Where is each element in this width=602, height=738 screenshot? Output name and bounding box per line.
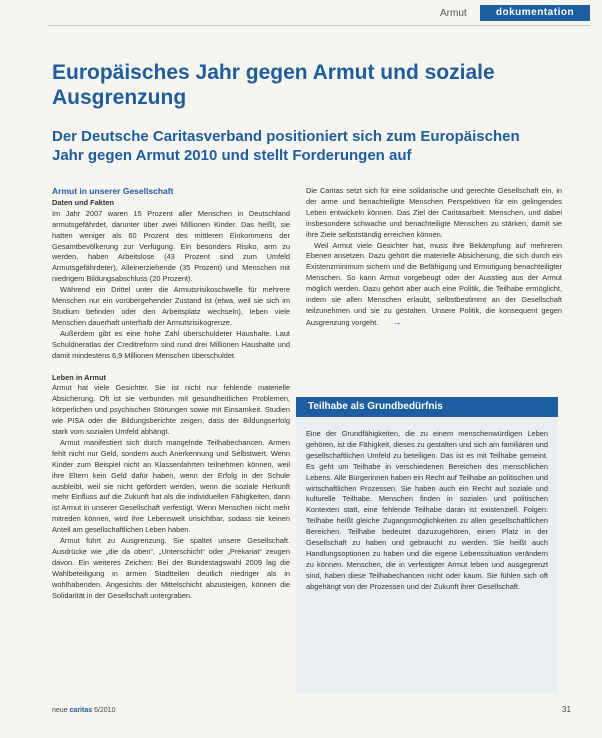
info-box [296,397,558,693]
footer-magazine [52,707,115,714]
paragraph-text: Weil Armut viele Gesichter hat, muss ihre Bekämpfung auf mehreren Ebenen ansetzen. Dazu gehört die materielle Absicherung, die sich durch ein Existenzminimum sichern und die Befähigung und Ermutigung benachteiligter Menschen. So kann Armut vorgebeugt oder der Ausstieg aus der Armut möglich werden. Dazu gehört aber auch eine Politik, die Teilhabe ermöglicht, indem sie allen Menschen erlaubt, selbstbestimmt an der Gesellschaft teilzunehmen und sie zu gestalten. Unsere Politik, die konsequent gegen Ausgrenzung vorgeht. [306,240,562,327]
subheading-daten: Daten und Fakten [52,197,115,207]
paragraph: Armut führt zu Ausgrenzung. Sie spaltet unsere Gesellschaft. Ausdrücke wie „die da oben“, „Unterschicht“ oder „Prekariat“ zeugen davon. Ein weiteres Zeichen: Bei der Bundestagswahl 2009 lag die Wahlbeteiligung in armen Stadtteilen deutlich niedriger als in wohlhabenden. Angesichts der Mittelschicht abzusteigen, können die Solidarität in der Gesellschaft untergraben. [52,536,290,600]
continue-arrow-icon: → [392,316,402,327]
info-box-heading: Teilhabe als Grundbedürfnis [296,397,558,417]
magazine-issue: 6/2010 [94,707,116,714]
header-section-label: Armut [440,8,467,19]
paragraph [306,241,562,329]
paragraph: Armut manifestiert sich durch mangelnde Teilhabechancen. Armen fehlt nicht nur Geld, sondern auch Anerkennung und Selbstwert. Wenn Kinder zum Beispiel nicht an Klassenfahrten teilnehmen können, weil ihre Eltern kein Geld dafür haben, wenn der Erfolg in der Schule ausbleibt, weil sie nicht gefördert werden, wenn die soziale Herkunft mehr Einfluss auf die Zukunft hat als die individuellen Fähigkeiten, dann ist Armut in unserer Gesellschaft verfestigt. Wenn Menschen nicht mehr mitreden können, wird ihre Lebenswelt unsichtbar, sodass sie keinen Anteil am gesellschaftlichen Leben haben. [52,437,290,535]
section-heading-armut: Armut in unserer Gesellschaft [52,186,174,196]
page-subtitle: Der Deutsche Caritasverband positioniert sich zum Europäischen Jahr gegen Armut 2010 und stellt Forderungen auf [52,128,520,164]
left-column [52,186,290,602]
paragraph: Im Jahr 2007 waren 15 Prozent aller Menschen in Deutschland armutsgefährdet, darunter über zwei Millionen Kinder. Das heißt, sie hatten weniger als 60 Prozent des mittleren Einkommens der Gesamtbevölkerung zur Verfügung. Ein besonders Risiko, arm zu werden, haben Arbeitslose (43 Prozent sind zum Umfeld Armutsgefährdeter), Alleinerziehende (35 Prozent) und Menschen mit niedrigem Bildungsabschluss (20 Prozent). [52,208,290,284]
paragraph: Armut hat viele Gesichter. Sie ist nicht nur fehlende materielle Absicherung. Oft ist sie verbunden mit gesundheitlichen Problemen, körperlichen und psychischen Störungen sowie mit Einsamkeit. Studien wie PISA oder die Bildungsberichte zeigen, dass der Bildungserfolg stark vom sozialen Umfeld abhängt. [52,383,290,437]
page-title: Europäisches Jahr gegen Armut und soziale Ausgrenzung [52,61,495,109]
paragraph: Die Caritas setzt sich für eine solidarische und gerechte Gesellschaft ein, in der arme und benachteiligte Menschen Perspektiven für ein gelingendes Leben entwickeln können. Das Ziel der Caritasarbeit: Menschen, und dabei insbesondere schwache und benachteiligte Menschen zu stärken, damit sie ihre Ziele selbstständig erreichen können. [306,186,562,239]
info-box-body: Eine der Grundfähigkeiten, die zu einem menschenwürdigen Leben gehören, ist die Fähigkeit, dieses zu gestalten und sich am familiären und gesellschaftlichen Umfeld zu beteiligen. Das ist es mit Teilhabe gemeint. Es geht um Teilhabe in verschiedenen Bereichen des menschlichen Lebens. Alle Bürgerinnen haben ein Recht auf Teilhabe an politischen und wirtschaftlichen Prozessen. Sie haben auch ein Recht auf soziale und kulturelle Teilhabe. Menschen finden in sozialen und politischen Kontexten statt, eine fehlende Teilhabe daran ist existenziell. Folgen: Teilhabe heißt gleiche Zugangsmöglichkeiten zu allen gesellschaftlichen Bereichen. Teilhabe bedeutet dazuzugehören, einen Platz in der Gesellschaft zu haben und gebraucht zu werden. Sie heißt auch Handlungsoptionen zu haben und die eigene Lebenssituation verändern zu können. Menschen, die in verfestigter Armut leben und ausgegrenzt sind, haben diese Teilhabechancen nicht oder kaum. Sie fühlen sich oft abgehängt von der Prozessen und der Zukunft ihrer Gesellschaft. [306,429,548,591]
magazine-name: caritas [69,707,93,714]
page-number: 31 [562,705,571,714]
paragraph: Während ein Drittel unter die Armutsrisikoschwelle für mehrere Menschen nur ein vorübergehender Zustand ist (etwa, weil sie sich im Studium befinden oder den Arbeitsplatz wechseln), leben viele Menschen dauerhaft unterhalb der Armutsrisikogrenze. [52,285,290,327]
header-category-tag: dokumentation [480,5,590,21]
subheading-leben: Leben in Armut [52,372,106,382]
paragraph: Außerdem gibt es eine hohe Zahl überschuldeter Haushalte. Laut Schuldneratlas der Creditreform sind rund drei Millionen Haushalte und damit mindestens 6,9 Millionen Menschen überschuldet. [52,328,290,360]
spacer [52,362,290,373]
magazine-prefix: neue [52,707,68,714]
right-column [306,186,562,329]
header-divider [48,25,590,26]
